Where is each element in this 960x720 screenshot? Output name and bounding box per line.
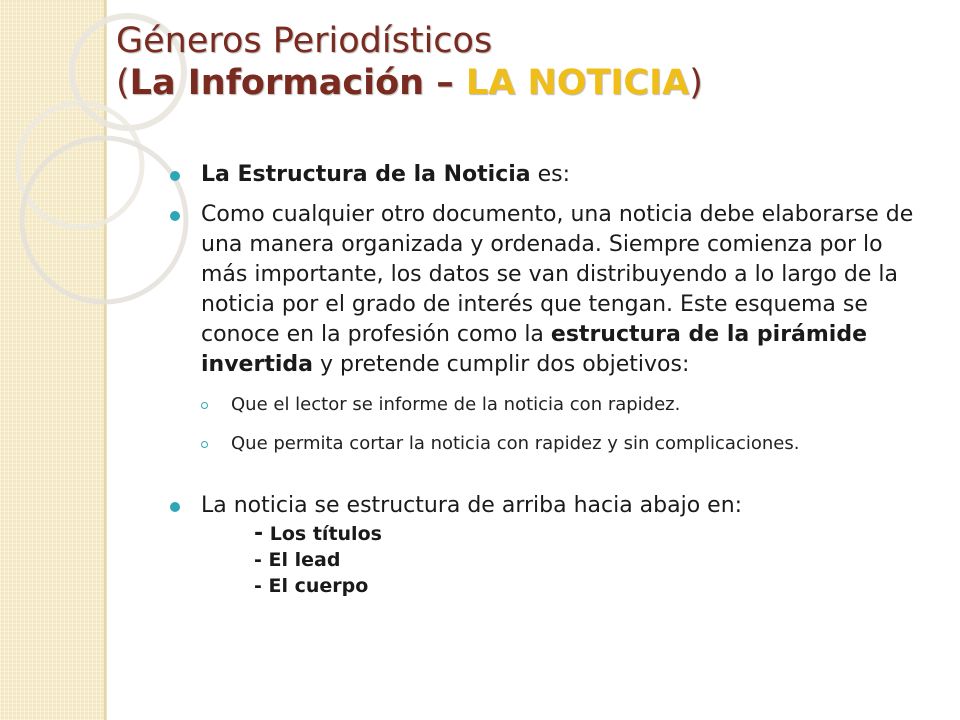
bullet-dot-icon [170,211,180,221]
bullet-structure-order [164,491,934,521]
list-dash: - [254,575,262,597]
bullet-description-text: Como cualquier otro documento, una noticia debe elaborarse de una manera organizada y ordenada. Siempre comienza por lo más importante, los datos se van distribuyendo a lo largo de la noticia por el grado de interés que tengan. Este esquema se conoce en la profesión como la [201,202,914,347]
title-line-1: Géneros Periodísticos [116,21,493,61]
sub-item-2 [164,431,934,457]
bullet-structure-order-text: La noticia se estructura de arriba hacia abajo en: [201,493,743,518]
bullet-description [164,200,934,380]
bullet-dot-icon [170,171,180,181]
sub-item-1-text: Que el lector se informe de la noticia con rapidez. [231,394,681,415]
title-accent: LA NOTICIA [465,63,690,103]
sub-bullet-ring-icon [201,402,208,409]
title-main: La Información – [129,63,466,103]
title-close-paren: ) [689,63,703,103]
bullet-dot-icon [170,502,180,512]
list-item-body-label: El cuerpo [268,575,369,597]
list-item-lead-label: El lead [268,549,341,571]
sub-bullet-ring-icon [201,441,208,448]
list-dash: - [254,549,262,571]
list-item-titles-label: Los títulos [269,523,382,545]
list-item-lead [164,547,934,573]
title-open-paren: ( [116,63,130,103]
bullet-structure [164,160,934,190]
list-item-body [164,573,934,599]
bullet-structure-bold: La Estructura de la Noticia [201,162,531,187]
bullet-description-after: y pretende cumplir dos objetivos: [312,352,690,377]
sub-item-1 [164,392,934,418]
list-item-titles [164,521,934,547]
bullet-structure-rest: es: [530,162,571,187]
bullet-description-bold: estructura de la pirámide invertida [201,322,868,377]
slide-title [116,20,936,104]
decor-circle-2 [18,103,142,227]
list-dash: - [254,521,264,546]
title-line-2 [116,62,936,104]
sub-item-2-text: Que permita cortar la noticia con rapidez y sin complicaciones. [231,433,800,454]
slide-body [164,160,934,599]
